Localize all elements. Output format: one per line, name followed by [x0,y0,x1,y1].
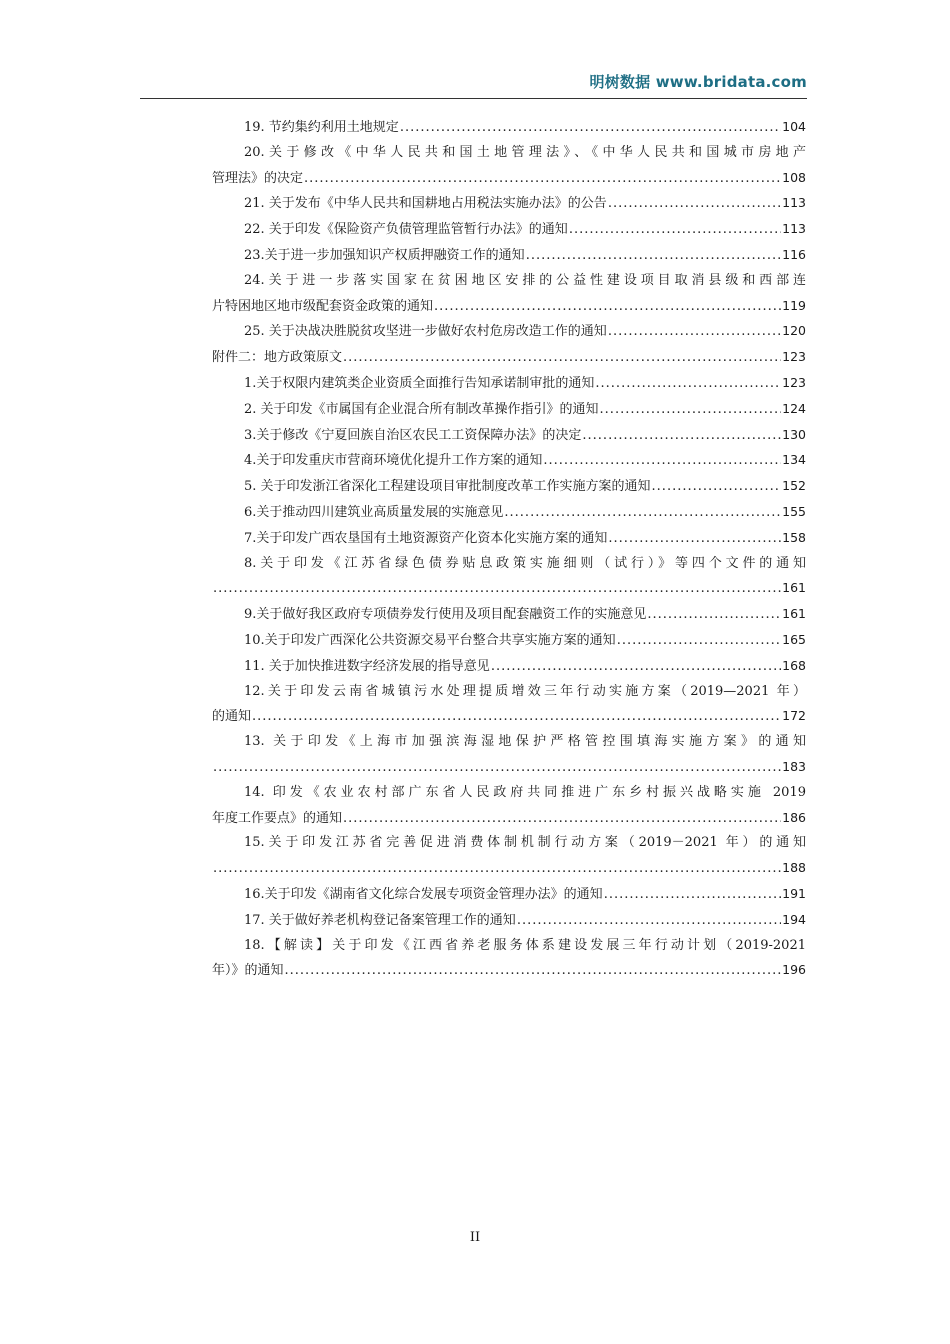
toc-page-number: 186 [782,809,806,825]
toc-page-number: 120 [782,323,806,339]
toc-entry[interactable] [212,882,806,908]
dot-leader [285,959,782,984]
toc-entry-title: 16.关于印发《湖南省文化综合发展专项资金管理办法》的通知 [244,886,603,902]
dot-leader [582,424,781,449]
dot-leader [569,218,781,243]
toc-entry[interactable] [212,217,806,243]
toc-page-number: 161 [782,580,806,596]
toc-entry[interactable] [212,628,806,654]
toc-entry[interactable] [212,141,806,192]
dot-leader [608,527,781,552]
toc-entry-title: 1.关于权限内建筑类企业资质全面推行告知承诺制审批的通知 [244,375,595,391]
toc-entry-title: 年）》的通知 [212,963,284,979]
toc-page-number: 165 [782,631,806,647]
toc-entry[interactable] [212,500,806,526]
toc-entry-title: 的通知 [212,709,252,725]
table-of-contents [212,115,806,984]
dot-leader [608,192,781,217]
toc-entry[interactable] [212,269,806,320]
toc-entry[interactable] [212,552,806,603]
page-number: II [469,1230,481,1245]
dot-leader [543,449,781,474]
dot-leader [213,756,781,781]
toc-entry[interactable] [212,423,806,449]
toc-entry-title: 10.关于印发广西深化公共资源交易平台整合共享实施方案的通知 [244,632,616,648]
toc-page-number: 172 [782,708,806,724]
dot-leader [652,475,782,500]
toc-entry-title: 7.关于印发广西农垦国有土地资源资产化资本化实施方案的通知 [244,530,608,546]
toc-entry[interactable] [212,908,806,934]
dot-leader [343,346,781,371]
toc-entry-title: 年度工作要点》的通知 [212,810,343,826]
toc-page-number: 196 [782,962,806,978]
toc-page-number: 113 [782,221,806,237]
dot-leader [343,807,781,832]
toc-page-number: 116 [782,246,806,262]
toc-entry[interactable] [212,730,806,781]
toc-entry[interactable] [212,345,806,371]
toc-entry-title: 3.关于修改《宁夏回族自治区农民工工资保障办法》的决定 [244,427,582,443]
toc-entry-title: 13. 关于印发《上海市加强滨海湿地保护严格管控围填海实施方案》的通知 [244,734,806,750]
toc-entry-title: 17. 关于做好养老机构登记备案管理工作的通知 [244,912,516,928]
dot-leader [252,705,781,730]
toc-entry-title: 22. 关于印发《保险资产负债管理监管暂行办法》的通知 [244,222,568,238]
toc-entry[interactable] [212,934,806,985]
toc-page-number: 194 [782,911,806,927]
toc-entry[interactable] [212,680,806,731]
dot-leader [213,857,781,882]
toc-entry-title: 8.关于印发《江苏省绿色债券贴息政策实施细则（试行）》等四个文件的通知 [244,555,806,571]
toc-entry[interactable] [212,602,806,628]
toc-entry[interactable] [212,526,806,552]
toc-page-number: 119 [782,297,806,313]
dot-leader [504,501,781,526]
page-header [140,70,807,99]
dot-leader [304,167,781,192]
toc-entry-title: 18.【解读】关于印发《江西省养老服务体系建设发展三年行动计划（2019-2021 [244,937,806,953]
toc-entry[interactable] [212,448,806,474]
dot-leader [600,398,782,423]
toc-entry[interactable] [212,831,806,882]
toc-page-number: 113 [782,195,806,211]
toc-entry-title: 管理法》的决定 [212,170,304,186]
dot-leader [647,603,781,628]
dot-leader [400,116,781,141]
toc-entry[interactable] [212,191,806,217]
dot-leader [491,655,781,680]
toc-page-number: 158 [782,529,806,545]
toc-entry-title: 6.关于推动四川建筑业高质量发展的实施意见 [244,504,504,520]
toc-entry-title: 2. 关于印发《市属国有企业混合所有制改革操作指引》的通知 [244,401,599,417]
toc-entry-title: 15.关于印发江苏省完善促进消费体制机制行动方案（2019－2021 年）的通知 [244,835,806,851]
toc-page-number: 123 [782,349,806,365]
toc-page-number: 161 [782,606,806,622]
toc-page-number: 104 [782,119,806,134]
toc-entry-title: 24.关于进一步落实国家在贫困地区安排的公益性建设项目取消县级和西部连 [244,272,806,288]
dot-leader [526,244,781,269]
toc-page-number: 188 [782,860,806,876]
toc-page-number: 123 [782,374,806,390]
toc-entry[interactable] [212,243,806,269]
toc-entry[interactable] [212,115,806,141]
dot-leader [434,295,781,320]
toc-page-number: 155 [782,503,806,519]
dot-leader [617,629,781,654]
toc-page-number: 183 [782,758,806,774]
dot-leader [595,372,781,397]
toc-entry[interactable] [212,319,806,345]
toc-entry[interactable] [212,781,806,832]
toc-page-number: 134 [782,452,806,468]
toc-entry-title: 11. 关于加快推进数字经济发展的指导意见 [244,658,490,674]
toc-entry-title: 20.关于修改《中华人民共和国土地管理法》、《中华人民共和国城市房地产 [244,144,806,160]
brand-text: 明树数据 www.bridata.com [589,73,807,91]
toc-entry-title: 12.关于印发云南省城镇污水处理提质增效三年行动实施方案（2019—2021 年） [244,683,806,699]
toc-page-number: 124 [782,400,806,416]
toc-page-number: 152 [782,478,806,494]
toc-page-number: 130 [782,426,806,442]
toc-entry-title: 25. 关于决战决胜脱贫攻坚进一步做好农村危房改造工作的通知 [244,324,607,340]
dot-leader [517,909,781,934]
toc-entry-title: 附件二：地方政策原文 [212,350,343,366]
toc-entry-title: 9.关于做好我区政府专项债券发行使用及项目配套融资工作的实施意见 [244,607,647,623]
toc-entry-title: 5. 关于印发浙江省深化工程建设项目审批制度改革工作实施方案的通知 [244,479,651,495]
toc-page-number: 108 [782,169,806,185]
dot-leader [608,320,781,345]
toc-entry[interactable] [212,654,806,680]
toc-entry-title: 片特困地区地市级配套资金政策的通知 [212,298,434,314]
toc-entry-title: 19. 节约集约利用土地规定 [244,120,399,135]
toc-page-number: 168 [782,657,806,673]
toc-entry-title: 14. 印发《农业农村部广东省人民政府共同推进广东乡村振兴战略实施 2019 [244,784,806,800]
dot-leader [213,577,781,602]
toc-entry-title: 21. 关于发布《中华人民共和国耕地占用税法实施办法》的公告 [244,196,607,212]
toc-entry[interactable] [212,474,806,500]
dot-leader [604,883,781,908]
toc-entry-title: 4.关于印发重庆市营商环境优化提升工作方案的通知 [244,453,543,469]
toc-page-number: 191 [782,885,806,901]
toc-entry-title: 23.关于进一步加强知识产权质押融资工作的通知 [244,247,525,263]
toc-entry[interactable] [212,397,806,423]
toc-entry[interactable] [212,371,806,397]
